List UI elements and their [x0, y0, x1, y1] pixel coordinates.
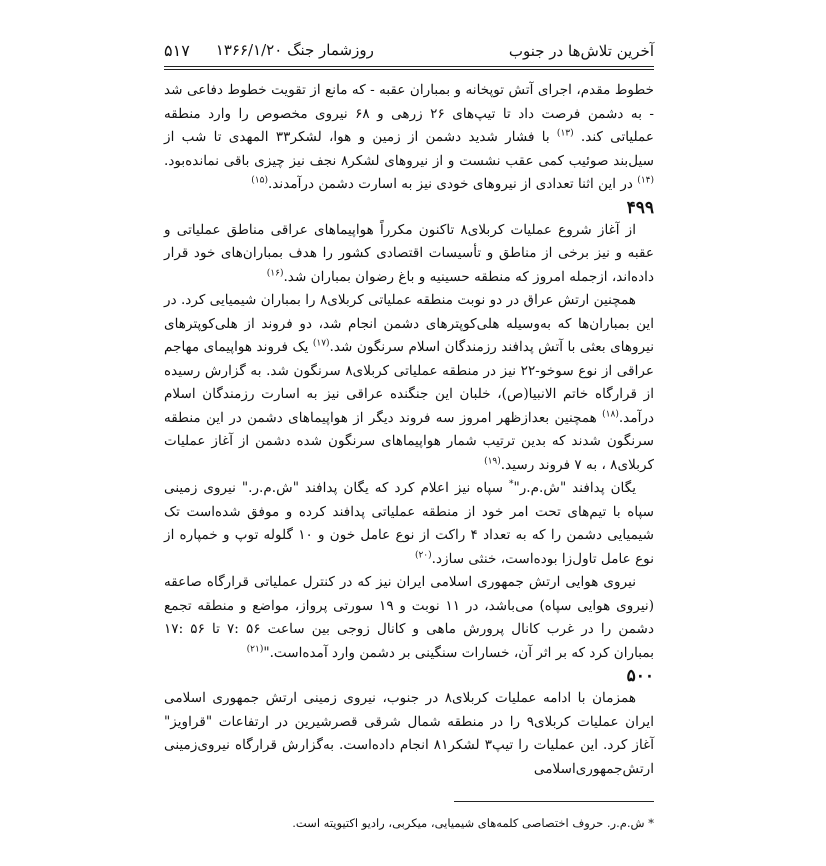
running-header [164, 36, 654, 67]
endnote-marker: (۲۱) [246, 643, 264, 654]
paragraph [164, 219, 654, 290]
endnote-marker: (۱۴) [637, 175, 654, 186]
paragraph-text: در این اثنا تعدادی از نیروهای خودی نیز به اسارت دشمن درآمدند. [267, 176, 633, 192]
paragraph [164, 79, 654, 197]
entry-number-500: ۵۰۰ [626, 666, 654, 686]
paragraph [164, 687, 654, 781]
paragraph-text: با فشار شدید دشمن از زمین و هوا، لشکر۳۳ المهدی تا شب از سیل‌بند صوئیب کمی عقب نشست و از نیروهای لشکر۸ نجف نیز چیزی باقی نمانده‌بود. [164, 129, 655, 169]
paragraph-text: همچنین ارتش عراق در دو نوبت منطقه عملیاتی کربلای۸ را بمباران شیمیایی کرد. در این بمباران‌ها که به‌وسیله هلی‌کوپترهای دشمن انجام شد، دو فروند از هلی‌کوپترهای نیروهای بعثی با آتش پدافند رزمندگان اسلام سرنگون شد. [164, 292, 654, 355]
footnote-symbol: * [648, 816, 654, 830]
paragraph-text: خطوط مقدم، اجرای آتش توپخانه و بمباران عقبه - که مانع از تقویت خطوط دفاعی شد - به دشمن فرصت داد تا تیپ‌های ۲۶ زرهی و ۶۸ نیروی مخصوص را وارد منطقه عملیاتی کند. [164, 82, 655, 145]
endnote-marker: (۱۵) [251, 175, 268, 186]
endnote-marker: (۱۳) [556, 128, 574, 139]
endnote-marker: (۱۶) [266, 267, 284, 278]
footnote-text: ش.م.ر. حروف اختصاصی کلمه‌های شیمیایی، میکربی، رادیو اکتیویته است. [292, 816, 649, 830]
page-number: ۵۱۷ [164, 41, 190, 60]
paragraph [164, 477, 654, 571]
footnote [164, 816, 654, 830]
header-meta [164, 41, 374, 60]
paragraph-text: همچنین بعدازظهر امروز سه فروند دیگر از هواپیماهای دشمن در این منطقه سرنگون شدند که بدین ترتیب شمار هواپیماهای سرنگون شده دشمن از آغاز عملیات کربلای۸ ، به ۷ فروند رسید. [164, 409, 655, 473]
page-body [164, 79, 654, 781]
paragraph-text: یک فروند هواپیمای مهاجم عراقی از نوع سوخو-۲۲ نیز در منطقه عملیاتی کربلای۸ سرنگون شد. به گزارش رسیده از قرارگاه خاتم الانبیا(ص)، خلبان این جنگنده عراقی نیز به اسارت رزمندگان اسلام درآمد. [164, 339, 654, 426]
footnote-marker: * [508, 479, 514, 490]
section-title: روزشمار جنگ ۱۳۶۶/۱/۲۰ [215, 41, 374, 59]
book-title: آخرین تلاش‌ها در جنوب [508, 42, 654, 60]
paragraph [164, 571, 654, 665]
paragraph-text: از آغاز شروع عملیات کربلای۸ تاکنون مکرراً هواپیماهای عراقی مناطق عملیاتی و عقبه و نیز برخی از مناطق و تأسیسات اقتصادی کشور را هدف بمباران‌های خود قرار داده‌اند، ازجمله امروز که منطقه حسینیه و باغ رضوان بمباران شد. [164, 221, 654, 285]
endnote-marker: (۱۹) [484, 455, 501, 466]
paragraph-text: همزمان با ادامه عملیات کربلای۸ در جنوب، نیروی زمینی ارتش جمهوری اسلامی ایران عملیات کربلای۹ را در منطقه شمال شرقی قصرشیرین در ارتفاعات "قراویز" آغاز کرد. این عملیات را تیپ۳ لشکر۸۱ انجام داده‌است. به‌گزارش قرارگاه نیروی‌زمینی ارتش‌جمهوری‌اسلامی [164, 690, 654, 777]
endnote-marker: (۲۰) [414, 549, 432, 560]
endnote-marker: (۱۷) [312, 338, 330, 349]
paragraph-text: یگان پدافند "ش.م.ر" [513, 480, 636, 496]
paragraph [164, 289, 654, 477]
entry-number-499: ۴۹۹ [626, 197, 654, 218]
endnote-marker: (۱۸) [602, 408, 619, 419]
paragraph-text: نیروی هوایی ارتش جمهوری اسلامی ایران نیز که در کنترل عملیاتی قرارگاه صاعقه (نیروی هوایی سپاه) می‌باشد، در ۱۱ نوبت و ۱۹ سورتی پرواز، مواضع و منطقه تجمع دشمن را در غرب کانال پرورش ماهی و کانال زوجی بین ساعت ۵۶ :۷ تا ۵۶ :۱۷ بمباران کرد که بر اثر آن، خسارات سنگینی بر دشمن وارد آمده‌است." [164, 574, 655, 661]
footnote-divider [454, 801, 654, 802]
paragraph-text: سپاه نیز اعلام کرد که یگان پدافند "ش.م.ر." نیروی زمینی سپاه با تیم‌های تحت امر خود از منطقه عملیاتی پدافند کرده و موفق شده‌است تک شیمیایی دشمن را که به تعداد ۴ راکت از نوع عامل خون و ۱۰ گلوله توپ و خمپاره از نوع عامل تاول‌زا بوده‌است، خنثی سازد. [164, 480, 654, 567]
